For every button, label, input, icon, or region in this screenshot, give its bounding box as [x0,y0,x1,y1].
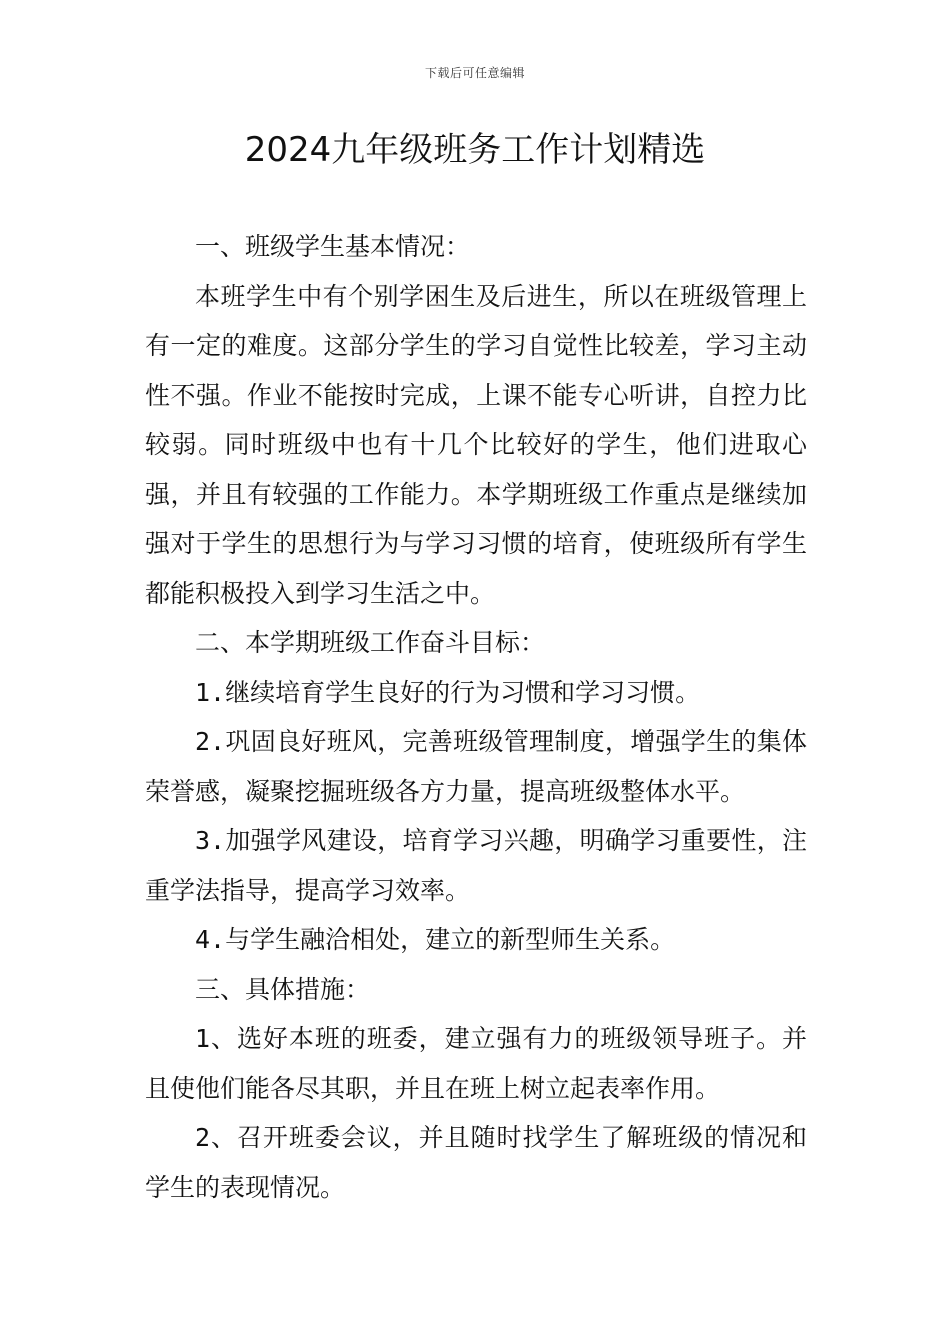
goal-item-2: 2.巩固良好班风，完善班级管理制度，增强学生的集体荣誉感，凝聚挖掘班级各方力量，提高班级整体水平。 [145,727,807,806]
section-heading-goals: 二、本学期班级工作奋斗目标： [195,628,546,657]
goal-item-1: 1.继续培育学生良好的行为习惯和学习习惯。 [195,677,701,707]
document-body [145,222,807,1212]
goal-item-3: 3.加强学风建设，培育学习兴趣，明确学习重要性，注重学法指导，提高学习效率。 [145,826,807,905]
paragraph-basic-situation: 本班学生中有个别学困生及后进生，所以在班级管理上有一定的难度。这部分学生的学习自觉性比较差，学习主动性不强。作业不能按时完成，上课不能专心听讲，自控力比较弱。同时班级中也有十几个比较好的学生，他们进取心强，并且有较强的工作能力。本学期班级工作重点是继续加强对于学生的思想行为与学习习惯的培育，使班级所有学生都能积极投入到学习生活之中。 [145,281,807,608]
goal-item-4: 4.与学生融洽相处，建立的新型师生关系。 [195,925,676,954]
download-note: 下载后可任意编辑 [424,66,525,80]
document-title: 2024九年级班务工作计划精选 [244,130,706,170]
section-heading-measures: 三、具体措施： [195,974,371,1004]
measure-item-2: 2、召开班委会议，并且随时找学生了解班级的情况和学生的表现情况。 [145,1123,807,1202]
measure-item-1: 1、选好本班的班委，建立强有力的班级领导班子。并且使他们能各尽其职，并且在班上树立起表率作用。 [145,1024,807,1103]
section-heading-basic-situation: 一、班级学生基本情况： [195,232,471,261]
